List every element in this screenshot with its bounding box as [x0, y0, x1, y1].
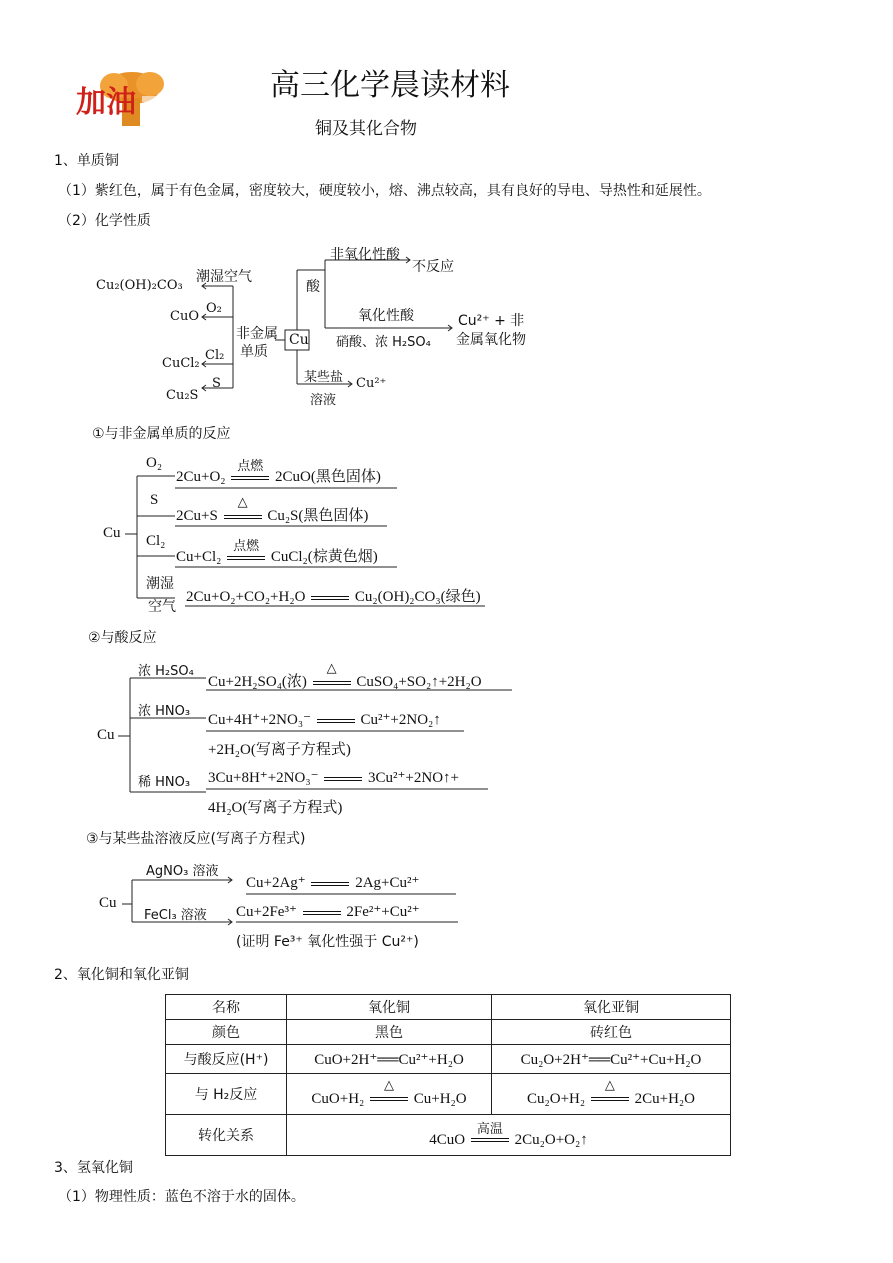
diagram-nonmetal-1: 非金属: [236, 326, 278, 342]
r3-cu: Cu: [99, 895, 117, 911]
h2-cu2o-lhs: Cu₂O+H₂: [527, 1090, 586, 1107]
diagram-product-basic-carbonate: Cu₂(OH)₂CO₃: [96, 278, 183, 293]
r2-b1-label: 浓 H₂SO₄: [138, 664, 194, 679]
reaction-heading-acid: ②与酸反应: [88, 630, 157, 646]
diagram-nonox-acid: 非氧化性酸: [330, 247, 400, 263]
r3-b2-rhs: 2Fe²⁺+Cu²⁺: [346, 904, 420, 920]
equal-sign-icon: [224, 515, 262, 519]
diagram-ox-product-1: Cu²⁺ + 非: [458, 313, 525, 329]
equal-sign-icon: [471, 1138, 509, 1142]
diagram-ox-acid: 氧化性酸: [358, 308, 414, 324]
r2-b3-rhs: 3Cu²⁺+2NO↑+: [368, 770, 460, 786]
equal-sign-icon: [313, 681, 351, 685]
table-cell: Cu₂O+2H⁺══Cu²⁺+Cu+H₂O: [492, 1045, 731, 1074]
equal-sign-icon: [231, 476, 269, 480]
equal-sign-icon: [591, 1097, 629, 1101]
table-cell: CuO+2H⁺══Cu²⁺+H₂O: [287, 1045, 492, 1074]
r1-b2-eq: [176, 494, 369, 525]
r1-b4-eq: [186, 585, 481, 606]
equal-sign-icon: [303, 911, 341, 915]
r3-b2-lhs: Cu+2Fe³⁺: [236, 904, 297, 920]
diagram-cl2: Cl₂: [205, 348, 225, 363]
table-cell: 黑色: [287, 1020, 492, 1045]
h2-cu2o-cond: △: [604, 1076, 615, 1092]
diagram-cu: Cu: [289, 332, 309, 348]
equal-sign-icon: [227, 556, 265, 560]
diagram-product-cu2plus: Cu²⁺: [356, 376, 387, 391]
page-subtitle: 铜及其化合物: [315, 119, 417, 139]
table-cell: 与 H₂反应: [166, 1074, 287, 1115]
r3-b1-label: AgNO₃ 溶液: [146, 864, 219, 879]
h2-cuo-lhs: CuO+H₂: [311, 1090, 365, 1107]
table-row: [166, 995, 731, 1020]
r3-b2-eq: [236, 902, 420, 921]
r1-b3-cond: 点燃: [233, 538, 260, 553]
r1-b2-cond: △: [237, 494, 248, 509]
equal-sign-icon: [317, 719, 355, 723]
table-header-cell: 名称: [166, 995, 287, 1020]
r2-cu: Cu: [97, 727, 115, 743]
diagram-product-cuo: CuO: [170, 309, 199, 324]
diagram-salt-1: 某些盐: [304, 370, 344, 385]
table-cell: [287, 1074, 492, 1115]
r1-b4-label-1: 潮湿: [146, 576, 174, 592]
diagram-o2: O₂: [206, 301, 222, 316]
table-row: [166, 1074, 731, 1115]
page-title: 高三化学晨读材料: [270, 68, 510, 103]
r2-b2-rhs: Cu²⁺+2NO₂↑: [360, 712, 441, 728]
r1-b4-label-2: 空气: [148, 599, 176, 615]
reaction-heading-nonmetal: ①与非金属单质的反应: [92, 426, 231, 442]
r3-b2-note: (证明 Fe³⁺ 氧化性强于 Cu²⁺): [236, 934, 419, 950]
diagram-product-cu2s: Cu₂S: [166, 388, 199, 403]
r1-b2-label: S: [150, 492, 159, 508]
r1-b1-eq: [176, 458, 381, 486]
r2-b1-cond: △: [326, 660, 337, 675]
r2-b2-label: 浓 HNO₃: [138, 704, 191, 719]
r1-b3-eq: [176, 538, 378, 566]
diagram-ox-acid-examples: 硝酸、浓 H₂SO₄: [336, 335, 431, 350]
h2-cuo-cond: △: [384, 1076, 394, 1092]
r1-cu: Cu: [103, 525, 121, 541]
table-cell: 与酸反应(H⁺): [166, 1045, 287, 1074]
diagram-s: S: [212, 376, 221, 391]
r1-b4-rhs: Cu₂(OH)₂CO₃(绿色): [354, 589, 481, 605]
r1-b3-rhs: CuCl₂(棕黄色烟): [270, 549, 378, 565]
r2-b3-lhs: 3Cu+8H⁺+2NO₃⁻: [208, 770, 319, 786]
diagram-product-cucl2: CuCl₂: [162, 356, 200, 371]
table-cell: 砖红色: [492, 1020, 731, 1045]
equal-sign-icon: [311, 882, 349, 886]
h2-cu2o-rhs: 2Cu+H₂O: [634, 1090, 695, 1107]
section-heading-2: 2、氧化铜和氧化亚铜: [54, 967, 189, 983]
r2-b1-eq: [208, 660, 482, 691]
diagram-ox-product-2: 金属氧化物: [456, 332, 526, 348]
diagram-salt-2: 溶液: [310, 393, 337, 408]
diagram-nonmetal-2: 单质: [240, 344, 268, 360]
r1-b2-rhs: Cu₂S(黑色固体): [267, 508, 369, 524]
table-row: [166, 1115, 731, 1156]
equal-sign-icon: [311, 596, 349, 600]
r1-b3-lhs: Cu+Cl₂: [176, 549, 222, 565]
r1-b1-rhs: 2CuO(黑色固体): [275, 469, 381, 485]
paragraph-chemical: （2）化学性质: [58, 213, 151, 229]
paragraph-physical: （1）紫红色，属于有色金属，密度较大，硬度较小，熔、沸点较高，具有良好的导电、导热性和延展性。: [58, 183, 711, 199]
r2-b1-rhs: CuSO₄+SO₂↑+2H₂O: [356, 674, 482, 690]
r3-b1-rhs: 2Ag+Cu²⁺: [355, 875, 420, 891]
table-cell: [492, 1074, 731, 1115]
r2-b2-eq: [208, 710, 441, 729]
r2-b3-label: 稀 HNO₃: [138, 775, 191, 790]
table-cell: 转化关系: [166, 1115, 287, 1156]
conv-cond: 高温: [476, 1120, 503, 1136]
oxide-table: [165, 994, 731, 1156]
r1-b1-cond: 点燃: [237, 458, 264, 473]
table-row: [166, 1045, 731, 1074]
r1-b2-lhs: 2Cu+S: [176, 508, 218, 524]
table-header-cell: 氧化亚铜: [492, 995, 731, 1020]
table-cell: [287, 1115, 731, 1156]
r2-b3-line2: 4H₂O(写离子方程式): [208, 800, 343, 816]
logo-jiayou: [72, 68, 194, 130]
section-heading-1: 1、单质铜: [54, 153, 119, 169]
conv-rhs: 2Cu₂O+O₂↑: [514, 1131, 588, 1148]
r2-b2-line2: +2H₂O(写离子方程式): [208, 742, 351, 758]
table-cell: 颜色: [166, 1020, 287, 1045]
equal-sign-icon: [370, 1097, 408, 1101]
h2-cuo-rhs: Cu+H₂O: [413, 1090, 467, 1107]
r2-b3-eq: [208, 768, 459, 787]
r3-b2-label: FeCl₃ 溶液: [144, 908, 207, 923]
r2-b2-lhs: Cu+4H⁺+2NO₃⁻: [208, 712, 311, 728]
section-heading-3: 3、氢氧化铜: [54, 1160, 133, 1176]
diagram-wet-air: 潮湿空气: [196, 269, 252, 285]
equal-sign-icon: [324, 777, 362, 781]
reaction-heading-salt: ③与某些盐溶液反应(写离子方程式): [86, 831, 306, 847]
table-header-cell: 氧化铜: [287, 995, 492, 1020]
r3-b1-lhs: Cu+2Ag⁺: [246, 875, 306, 891]
paragraph-cuoh2-physical: （1）物理性质：蓝色不溶于水的固体。: [58, 1189, 305, 1205]
r3-b1-eq: [246, 873, 419, 892]
conv-lhs: 4CuO: [429, 1131, 466, 1148]
diagram-no-reaction: 不反应: [412, 259, 454, 275]
r2-b1-lhs: Cu+2H₂SO₄(浓): [208, 674, 307, 690]
svg-text:加油: 加油: [76, 85, 136, 120]
diagram-acid: 酸: [306, 279, 320, 295]
r1-b3-label: Cl₂: [146, 533, 166, 549]
table-row: [166, 1020, 731, 1045]
r1-b4-lhs: 2Cu+O₂+CO₂+H₂O: [186, 589, 306, 605]
r1-b1-lhs: 2Cu+O₂: [176, 469, 226, 485]
r1-b1-label: O₂: [146, 455, 163, 471]
